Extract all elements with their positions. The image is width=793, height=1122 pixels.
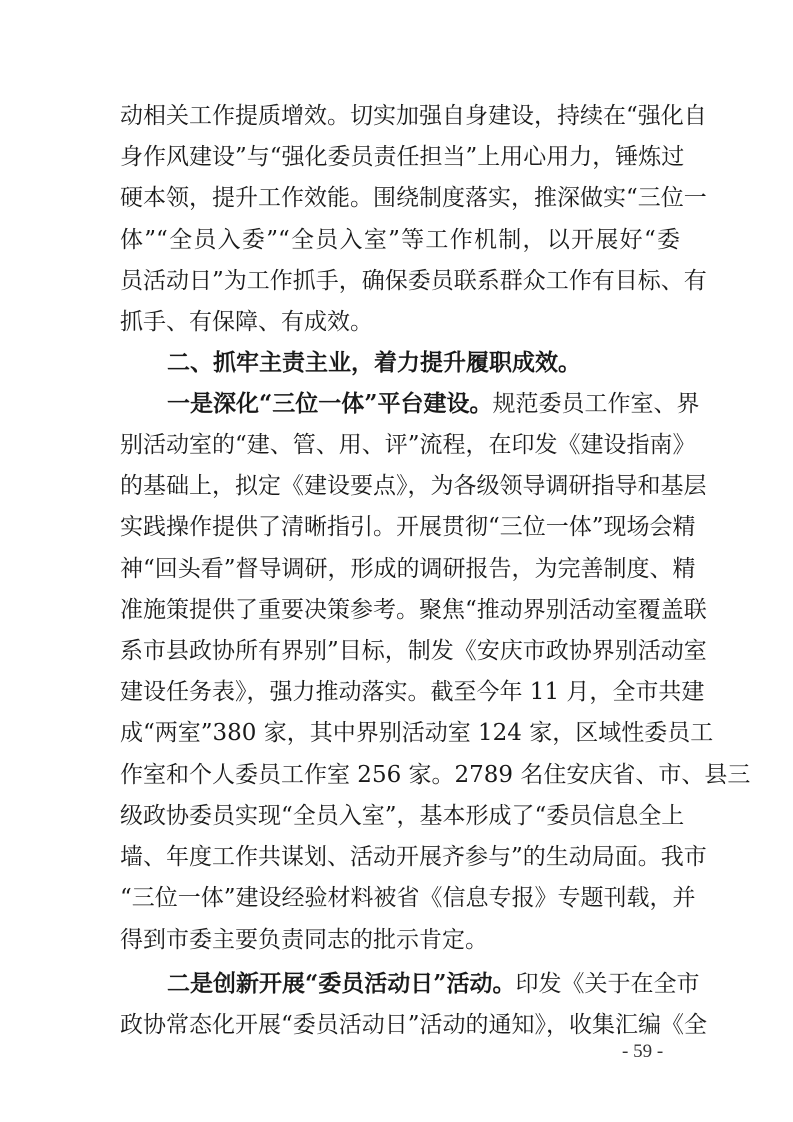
para2-line-9: 成“两室”380 家，其中界别活动室 124 家，区域性委员工 <box>120 720 714 746</box>
para2-line-14: 得到市委主要负责同志的批示肯定。 <box>120 927 488 953</box>
para3-line-1-rest: 印发《关于在全市 <box>515 971 700 997</box>
para3-line-2: 政协常态化开展“委员活动日”活动的通知》，收集汇编《全 <box>120 1012 708 1038</box>
page-number: - 59 - <box>622 1041 664 1062</box>
para3-line-1 <box>167 969 700 999</box>
para2-line-6: 准施策提供了重要决策参考。聚焦“推动界别活动室覆盖联 <box>120 597 707 623</box>
para2-line-13: “三位一体”建设经验材料被省《信息专报》专题刊载，并 <box>120 885 696 911</box>
para2-line-12: 墙、年度工作共谋划、活动开展齐参与”的生动局面。我市 <box>120 844 707 870</box>
para1-line-2: 身作风建设”与“强化委员责任担当”上用心用力，锤炼过 <box>120 144 685 170</box>
para1-line-5: 员活动日”为工作抓手，确保委员联系群众工作有目标、有 <box>120 268 707 294</box>
section-heading: 二、抓牢主责主业，着力提升履职成效。 <box>167 350 581 376</box>
para2-line-2: 别活动室的“建、管、用、评”流程，在印发《建设指南》 <box>120 432 696 458</box>
para1-line-4: 体”“全员入委”“全员入室”等工作机制，以开展好“委 <box>120 227 680 253</box>
para2-lead: 一是深化“三位一体”平台建设。 <box>167 390 493 417</box>
para2-line-3: 的基础上，拟定《建设要点》，为各级领导调研指导和基层 <box>120 473 707 499</box>
para1-line-6: 抓手、有保障、有成效。 <box>120 309 373 335</box>
para2-line-1 <box>167 389 700 419</box>
para2-line-4: 实践操作提供了清晰指引。开展贯彻“三位一体”现场会精 <box>120 514 696 540</box>
para2-line-5: 神“回头看”督导调研，形成的调研报告，为完善制度、精 <box>120 556 696 582</box>
para2-line-10: 作室和个人委员工作室 256 家。2789 名住安庆省、市、县三 <box>120 762 751 788</box>
para2-line-11: 级政协委员实现“全员入室”，基本形成了“委员信息全上 <box>120 803 685 829</box>
para2-line-1-rest: 规范委员工作室、界 <box>492 391 700 417</box>
para1-line-3: 硬本领，提升工作效能。围绕制度落实，推深做实“三位一 <box>120 185 707 211</box>
para2-line-8: 建设任务表》，强力推动落实。截至今年 11 月，全市共建 <box>120 679 705 705</box>
para2-line-7: 系市县政协所有界别”目标，制发《安庆市政协界别活动室 <box>120 638 707 664</box>
para3-lead: 二是创新开展“委员活动日”活动。 <box>167 970 516 997</box>
para1-line-1: 动相关工作提质增效。切实加强自身建设，持续在“强化自 <box>120 103 707 129</box>
